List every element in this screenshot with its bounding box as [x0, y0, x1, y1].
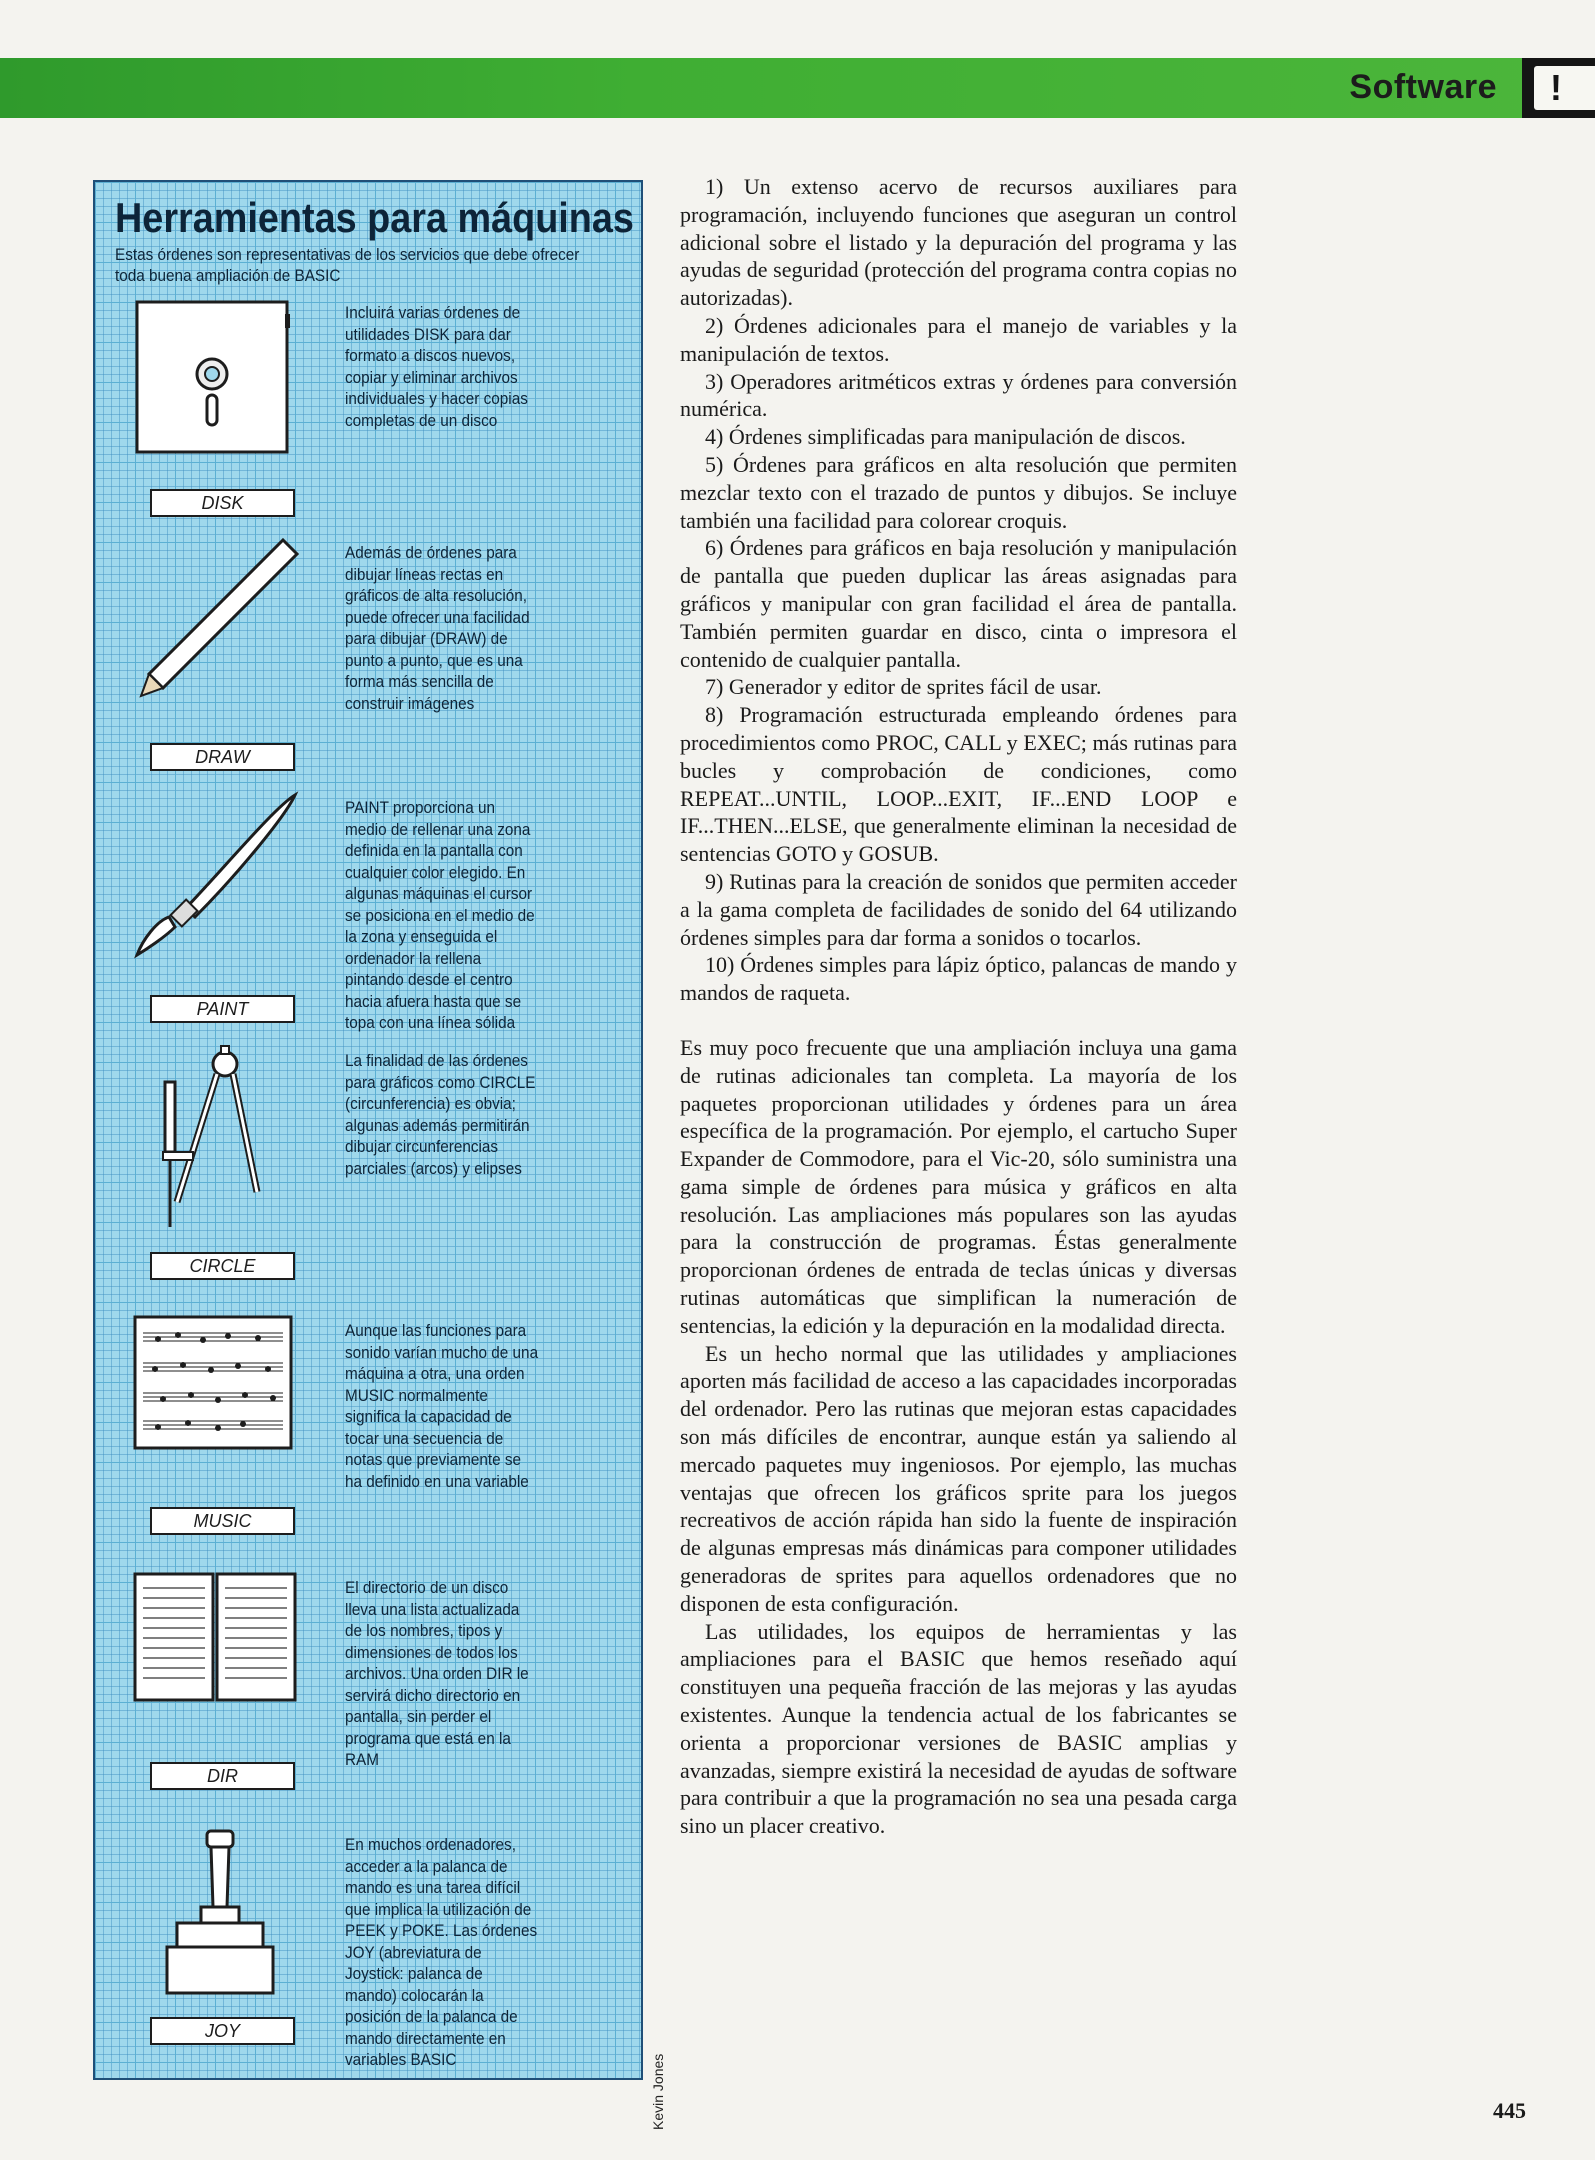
tool-desc-joy: En muchos ordenadores, acceder a la palanca de mando es una tarea difícil que implica la utilización de PEEK y POKE. Las órdenes JOY (abreviatura de Joystick: palanca de mando) colocarán la posición de la palanca de mando directamente en variables BASIC	[345, 1835, 538, 2069]
tool-label-joy: JOY	[150, 2017, 295, 2045]
floppy-disk-icon	[135, 300, 290, 455]
directory-book-icon	[133, 1572, 298, 1702]
list-item: 8) Programación estructurada empleando órdenes para procedimientos como PROC, CALL y EXEC; más rutinas para bucles y comprobación de condiciones, como REPEAT...UNTIL, LOOP...EXIT, IF...END LOOP e IF...THEN...ELSE, que generalmente eliminan la necesidad de sentencias GOTO y GOSUB.	[680, 702, 1237, 867]
illustration-credit: Kevin Jones	[650, 2053, 666, 2130]
body-paragraph: Es un hecho normal que las utilidades y ampliaciones aporten más facilidad de acceso a las capacidades incorporadas del ordenador. Pero las rutinas que mejoran estas capacidades son más difíciles de encontrar, aunque están ya saliendo al mercado paquetes muy ingeniosos. Por ejemplo, las muchas ventajas que ofrecen los gráficos sprite para los juegos recreativos de acción rápida han sido la fuente de inspiración de algunas empresas más dinámicas para componer utilidades generadoras de sprites para aquellos ordenadores que no disponen de esta configuración.	[680, 1340, 1237, 1616]
tool-label-paint: PAINT	[150, 995, 295, 1023]
tool-desc-paint: PAINT proporciona un medio de rellenar una zona definida en la pantalla con cualquier color elegido. En algunas máquinas el cursor se posiciona en el medio de la zona y enseguida el ordenador la rellena pintando desde el centro hacia afuera hasta que se topa con una línea sólida	[345, 798, 535, 1032]
section-label: Software	[1349, 68, 1497, 106]
tool-desc-disk: Incluirá varias órdenes de utilidades DISK para dar formato a discos nuevos, copiar y eliminar archivos individuales y hacer copias completas de un disco	[345, 303, 528, 430]
tool-desc-music: Aunque las funciones para sonido varían mucho de una máquina a otra, una orden MUSIC normalmente significa la capacidad de tocar una secuencia de notas que previamente se ha definido en una variable	[345, 1321, 539, 1491]
tool-label-circle: CIRCLE	[150, 1252, 295, 1280]
exclamation-icon: !	[1534, 66, 1595, 110]
body-paragraph: Es muy poco frecuente que una ampliación incluya una gama de rutinas adicionales tan completa. La mayoría de los paquetes proporcionan utilidades y órdenes para un área específica de la programación. Por ejemplo, el cartucho Super Expander de Commodore, para el Vic-20, sólo suministra una gama simple de órdenes para música y gráficos en alta resolución. Las ampliaciones más populares son las ayudas para la construcción de programas. Éstas generalmente proporcionan órdenes de entrada de teclas únicas y diversas rutinas automáticas que simplifican la numeración de sentencias, la edición y la depuración en la modalidad directa.	[680, 1034, 1237, 1338]
tool-label-disk: DISK	[150, 489, 295, 517]
list-item: 3) Operadores aritméticos extras y órdenes para conversión numérica.	[680, 368, 1237, 422]
tool-label-music: MUSIC	[150, 1507, 295, 1535]
sidebar-title: Herramientas para máquinas	[115, 194, 634, 241]
section-icon	[1522, 58, 1595, 118]
tool-label-dir: DIR	[150, 1762, 295, 1790]
joystick-icon	[165, 1827, 275, 1997]
tool-desc-draw: Además de órdenes para dibujar líneas rectas en gráficos de alta resolución, puede ofrecer una facilidad para dibujar (DRAW) de punto a punto, que es una forma más sencilla de construir imágenes	[345, 543, 530, 713]
list-item: 5) Órdenes para gráficos en alta resolución que permiten mezclar texto con el trazado de puntos y dibujos. Se incluye también una facilidad para colorear croquis.	[680, 451, 1237, 533]
list-item: 1) Un extenso acervo de recursos auxiliares para programación, incluyendo funciones que aseguran un control adicional sobre el listado y la depuración del programa y las ayudas de seguridad (protección del programa contra copias no autorizadas).	[680, 174, 1237, 311]
list-item: 6) Órdenes para gráficos en baja resolución y manipulación de pantalla que pueden duplicar las áreas asignadas para gráficos y manipular con gran facilidad el área de pantalla. También permiten guardar en disco, cinta o impresora el contenido de cualquier pantalla.	[680, 535, 1237, 672]
list-item: 9) Rutinas para la creación de sonidos que permiten acceder a la gama completa de facilidades de sonido del 64 utilizando órdenes simples para dar forma a sonidos o tocarlos.	[680, 868, 1237, 950]
page-number: 445	[1493, 2098, 1526, 2123]
sidebar-intro: Estas órdenes son representativas de los servicios que debe ofrecer toda buena ampliación de BASIC	[115, 245, 580, 285]
paintbrush-icon	[125, 787, 305, 962]
tool-label-draw: DRAW	[150, 743, 295, 771]
list-item: 2) Órdenes adicionales para el manejo de variables y la manipulación de textos.	[680, 312, 1237, 366]
tools-sidebar	[93, 180, 643, 2080]
list-item: 7) Generador y editor de sprites fácil de usar.	[705, 674, 1102, 700]
tool-desc-dir: El directorio de un disco lleva una lista actualizada de los nombres, tipos y dimensiones de todos los archivos. Una orden DIR le servirá dicho directorio en pantalla, sin perder el programa que está en la RAM	[345, 1578, 529, 1769]
tool-desc-circle: La finalidad de las órdenes para gráficos como CIRCLE (circunferencia) es obvia; algunas además permitirán dibujar circunferencias parciales (arcos) y elipses	[345, 1051, 536, 1178]
sheet-music-icon	[133, 1315, 293, 1450]
article-body	[680, 173, 1237, 1840]
body-paragraph: Las utilidades, los equipos de herramientas y las ampliaciones para el BASIC que hemos reseñado aquí constituyen una pequeña fracción de las mejoras y las ayudas existentes. Aunque la tendencia actual de los fabricantes se orienta a proporcionar versiones de BASIC amplias y avanzadas, siempre existirá la necesidad de ayudas de software para contribuir a que la programación no sea una pesada carga sino un placer creativo.	[680, 1618, 1237, 1839]
pencil-icon	[133, 532, 303, 702]
list-item: 4) Órdenes simplificadas para manipulación de discos.	[705, 424, 1186, 450]
list-item: 10) Órdenes simples para lápiz óptico, palancas de mando y mandos de raqueta.	[680, 952, 1237, 1006]
compass-icon	[155, 1042, 275, 1232]
